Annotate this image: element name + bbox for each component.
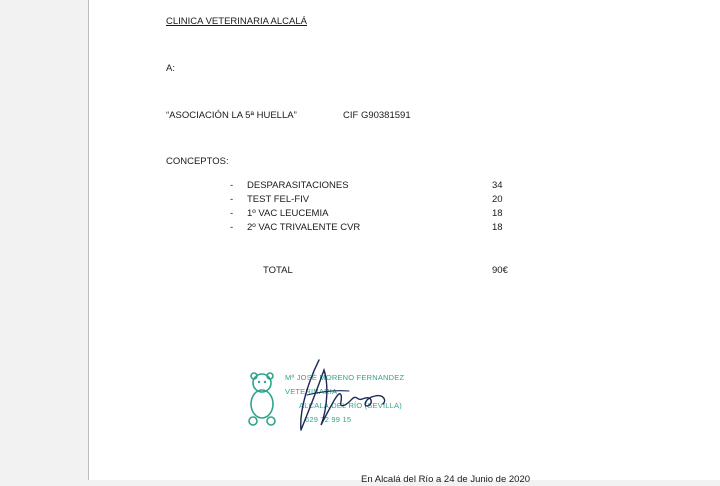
recipient-name: “ASOCIACIÓN LA 5ª HUELLA” xyxy=(166,110,297,121)
clinic-name-heading: CLINICA VETERINARIA ALCALÁ xyxy=(166,16,307,27)
total-value: 90€ xyxy=(492,265,508,276)
item-amount: 18 xyxy=(492,222,503,233)
item-amount: 34 xyxy=(492,180,503,191)
item-name: 1º VAC LEUCEMIA xyxy=(247,208,329,219)
to-label: A: xyxy=(166,63,175,74)
item-dash: - xyxy=(230,208,234,219)
footer-place-date: En Alcalá del Río a 24 de Junio de 2020 xyxy=(361,474,531,485)
document-page xyxy=(88,0,720,485)
concept-item xyxy=(230,208,510,220)
item-amount: 20 xyxy=(492,194,503,205)
concept-item xyxy=(230,194,510,206)
item-name: 2º VAC TRIVALENTE CVR xyxy=(247,222,361,233)
item-name: TEST FEL-FIV xyxy=(247,194,310,205)
concept-item xyxy=(230,180,510,192)
stamp-line-phone: 629 72 99 15 xyxy=(305,415,352,424)
stamp-line-title: VETERINARIA xyxy=(285,387,338,396)
concepts-label: CONCEPTOS: xyxy=(166,156,229,167)
stamp-line-name: Mª JOSÉ MORENO FERNANDEZ xyxy=(285,373,405,382)
item-name: DESPARASITACIONES xyxy=(247,180,349,191)
total-label: TOTAL xyxy=(263,265,293,276)
item-dash: - xyxy=(230,194,234,205)
concept-item xyxy=(230,222,510,234)
handwritten-signature xyxy=(279,350,399,440)
stamp-line-location: ALCALÁ DEL RÍO (SEVILLA) xyxy=(299,401,402,410)
recipient-cif: CIF G90381591 xyxy=(343,110,411,121)
item-dash: - xyxy=(230,222,234,233)
bear-logo-icon xyxy=(247,371,277,431)
item-amount: 18 xyxy=(492,208,503,219)
item-dash: - xyxy=(230,180,234,191)
